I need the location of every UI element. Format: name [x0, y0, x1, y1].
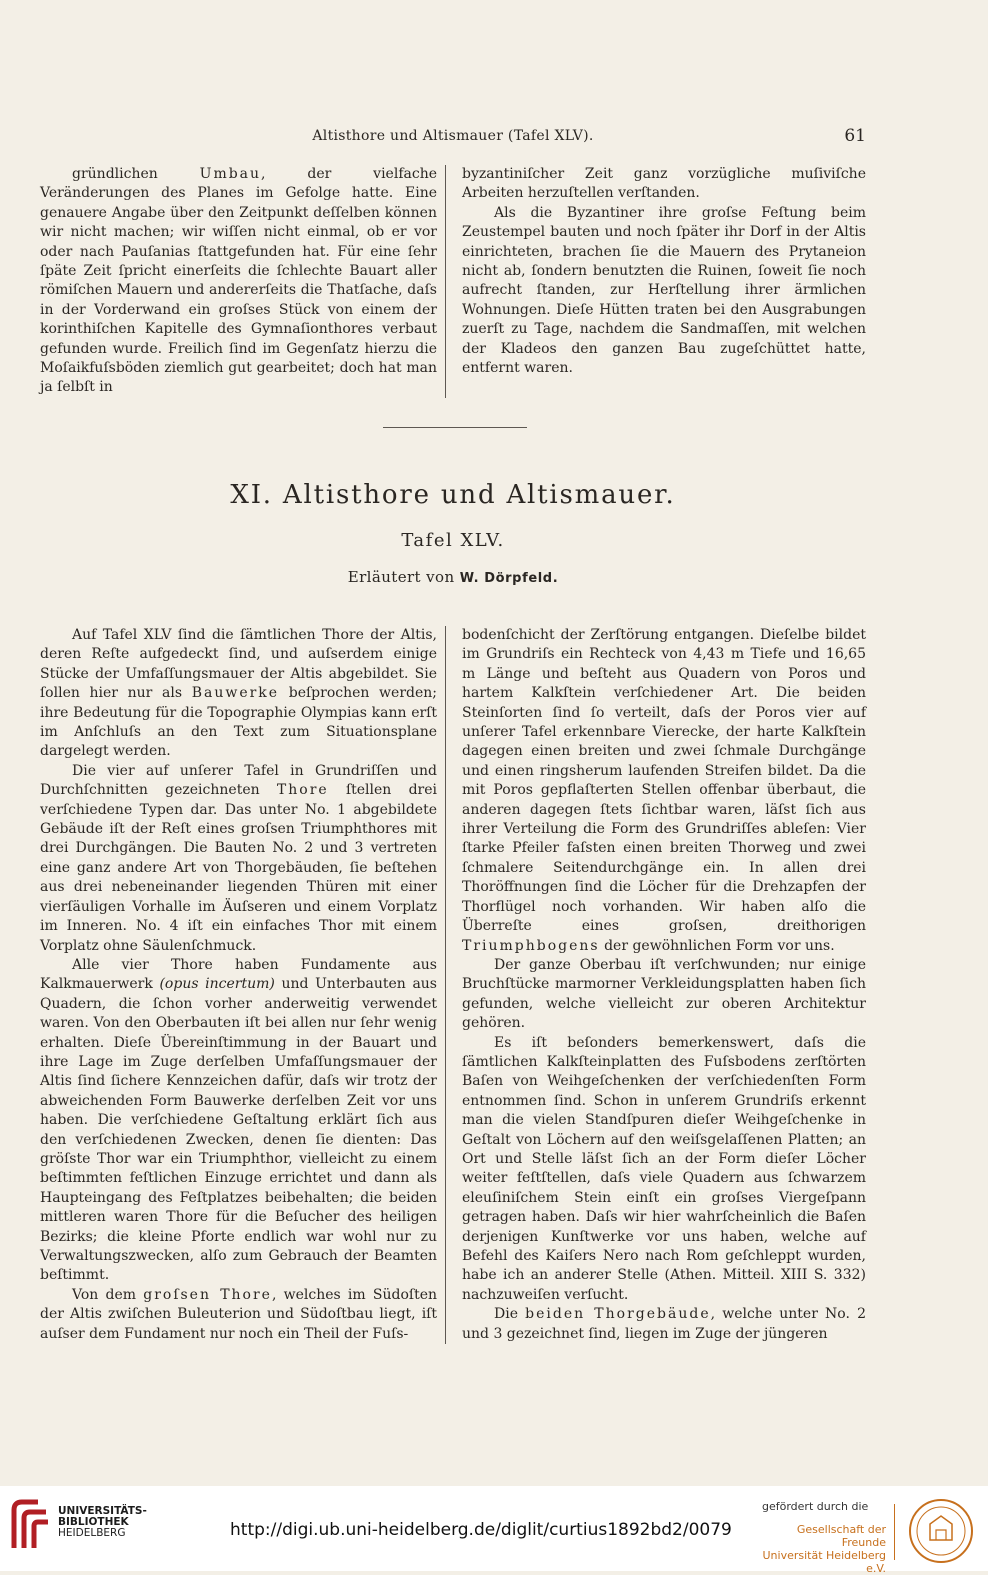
paragraph: byzantiniſcher Zeit ganz vorzügliche muſiviſche Arbeiten herzuſtellen verſtanden. [462, 166, 866, 202]
digitization-footer [0, 1486, 988, 1575]
section-divider [383, 427, 527, 428]
library-name [58, 1506, 147, 1539]
spaced-emphasis: beiden Thorgebäude [525, 1306, 711, 1323]
paragraph: Alle vier Thore haben Fundamente aus Kalkmauerwerk (opus incertum) und Unterbauten aus Quadern, die ſchon vorher anderweitig verwendet waren. Von den Oberbauten iſt bei allen nur ſehr wenig erhalten. Dieſe Übereinſtimmung in der Bauart und ihre Lage im Zuge derſelben Umfaſſungsmauer der Altis ſind ſichere Kennzeichen dafür, daſs wir trotz der abweichenden Form Bauwerke derſelben Zeit vor uns haben. Die verſchiedene Geſtaltung erklärt ſich aus den verſchiedenen Zwecken, denen ſie dienten: Das gröſste Thor war ein Triumphthor, vielleicht zu einem beſtimmten feſtlichen Einzuge errichtet und dann als Haupteingang des Feſtplatzes beibehalten; die beiden mittleren waren Thore für die Beſucher des heiligen Bezirks; die kleine Pforte endlich war wohl nur zu Verwaltungszwecken, alſo zum Gebrauch der Beamten beſtimmt. [40, 956, 437, 1284]
paragraph: bodenſchicht der Zerſtörung entgangen. Dieſelbe bildet im Grundriſs ein Rechteck von 4,43 m Tiefe und 16,65 m Länge und beſteht aus Quadern von Poros und hartem Kalkſtein verſchiedener Art. Die beiden Steinſorten ſind ſo verteilt, daſs der Poros vier auf unſerer Tafel erkennbare Vierecke, der harte Kalkſtein dagegen einen breiten und zwei ſchmale Durchgänge und einen ringsherum laufenden Streifen bildet. Da die mit Poros gepflaſterten Stellen offenbar überbaut, die anderen dagegen ſtets ſichtbar waren, läſst ſich aus ihrer Verteilung die Form des Grundriſſes ableſen: Vier ſtarke Pfeiler faſsten einen breiten Thorweg und zwei ſchmalere Seitendurchgänge ein. In allen drei Thoröffnungen ſind die Löcher für die Drehzapfen der Thorflügel noch vorhanden. Wir haben alſo die Überreſte eines groſsen, dreithorigen Triumphbogens der gewöhnlichen Form vor uns. [462, 627, 866, 954]
support-note: gefördert durch die [762, 1500, 869, 1513]
top-left-column [40, 165, 446, 398]
sponsor-line-2: Universität Heidelberg e.V. [762, 1549, 886, 1575]
paragraph: Auf Tafel XLV ſind die ſämtlichen Thore der Altis, deren Reſte aufgedeckt ſind, und auſserdem einige Stücke der Umfaſſungsmauer der Altis abgebildet. Sie ſollen hier nur als Bauwerke beſprochen werden; ihre Bedeutung für die Topographie Olympias kann erſt im Anſchluſs an den Text zum Situationsplane dargelegt werden. [40, 627, 437, 760]
paragraph: gründlichen Umbau, der vielfache Veränderungen des Planes im Gefolge hatte. Eine genauere Angabe über den Zeitpunkt deſſelben können wir nicht machen; wir wiſſen nicht einmal, ob er vor oder nach Pauſanias ſtattgefunden hat. Für eine ſehr ſpäte Zeit ſpricht einerſeits die ſchlechte Bauart aller römiſchen Mauern und andererſeits die Thatſache, daſs in der Vorderwand ein groſses Stück von einem der korinthiſchen Kapitelle des Gymnaſionthores verbaut gefunden wurde. Freilich ſind im Gegenſatz hierzu die Moſaikfuſsböden ziemlich gut gearbeitet; doch hat man ja ſelbſt in [40, 166, 437, 396]
paragraph: Als die Byzantiner ihre groſse Feſtung beim Zeustempel bauten und noch ſpäter ihr Dorf in der Altis einrichteten, brachen ſie die Mauern des Prytaneion nicht ab, ſondern benutzten die Ruinen, ſoweit ſie noch aufrecht ſtanden, zur Herſtellung ihrer ärmlichen Wohnungen. Dieſe Hütten traten bei den Ausgrabungen zuerſt zu Tage, nachdem die Sandmaſſen, mit welchen der Kladeos den ganzen Bau zugeſchüttet hatte, entfernt waren. [462, 204, 866, 377]
spaced-emphasis: Bauwerke [191, 685, 280, 702]
main-left-column [40, 626, 446, 1344]
spaced-emphasis: Triumphbogens [462, 937, 600, 954]
library-name-line-2: BIBLIOTHEK [58, 1516, 129, 1528]
author-name: W. Dörpfeld. [459, 571, 559, 586]
university-seal-icon [906, 1496, 976, 1566]
page-number: 61 [844, 126, 866, 146]
library-logo-icon [8, 1496, 52, 1554]
paragraph: Der ganze Oberbau iſt verſchwunden; nur einige Bruchſtücke marmorner Verkleidungsplatten haben ſich gefunden, welche vielleicht zur oberen Architektur gehören. [462, 956, 866, 1032]
spaced-emphasis: groſsen Thore [143, 1286, 272, 1303]
spaced-emphasis: Umbau [199, 166, 262, 182]
author-prefix: Erläutert von [347, 568, 460, 586]
paragraph: Die vier auf unſerer Tafel in Grundriſſen und Durchſchnitten gezeichneten Thore ſtellen drei verſchiedene Typen dar. Das unter No. 1 abgebildete Gebäude iſt der Reſt eines groſsen Triumphthores mit drei Durchgängen. Die Bauten No. 2 und 3 vertreten eine ganz andere Art von Thorgebäuden, ſie beſtehen aus drei nebeneinander liegenden Thüren mit einer vierſäuligen Vorhalle im Äuſseren und einem Vorplatz im Inneren. No. 4 iſt ein einfaches Thor mit einem Vorplatz ohne Säulenſchmuck. [40, 762, 437, 954]
paragraph: Die beiden Thorgebäude, welche unter No. 2 und 3 gezeichnet ſind, liegen im Zuge der jüngeren [462, 1306, 867, 1342]
running-title: Altisthore und Altismauer (Tafel XLV). [312, 128, 594, 144]
section-title: XI. Altisthore und Altismauer. [230, 480, 676, 510]
paragraph: Von dem groſsen Thore, welches im Südoſten der Altis zwiſchen Buleuterion und Südoſtbau liegt, iſt auſser dem Fundament nur noch ein Theil der Fuſs- [40, 1286, 437, 1342]
paragraph: Es iſt beſonders bemerkenswert, daſs die ſämtlichen Kalkſteinplatten des Fuſsbodens zerſtörten Baſen von Weihgeſchenken der verſchiedenſten Form entnommen ſind. Schon in unſerem Grundriſs erkennt man die vielen Standſpuren dieſer Weihgeſchenke in Geſtalt von Löchern auf den weiſsgelaſſenen Platten; an Ort und Stelle läſst ſich an der Form dieſer Löcher weiter feſtſtellen, daſs viele Quadern aus ſchwarzem eleuſiniſchem Stein einſt ein groſses Viergeſpann getragen haben. Daſs wir hier wahrſcheinlich die Baſen derjenigen Kunſtwerke vor uns haben, welche auf Befehl des Kaiſers Nero nach Rom geſchleppt wurden, habe ich an anderer Stelle (Athen. Mitteil. XIII S. 332) nachzuweiſen verſucht. [462, 1034, 866, 1303]
running-header [40, 128, 866, 148]
sponsor-name [760, 1523, 886, 1575]
library-name-line-3: HEIDELBERG [58, 1527, 126, 1539]
top-right-column [462, 165, 866, 398]
permalink-url[interactable]: http://digi.ub.uni-heidelberg.de/diglit/curtius1892bd2/0079 [230, 1520, 732, 1540]
spaced-emphasis: Thore [276, 782, 329, 799]
section-subtitle: Tafel XLV. [401, 530, 505, 551]
section-author-line [0, 568, 906, 586]
main-right-column [462, 626, 866, 1344]
top-text-columns [40, 165, 866, 398]
main-text-columns [40, 626, 866, 1344]
library-name-line-1: UNIVERSITÄTS- [58, 1505, 147, 1517]
sponsor-line-1: Gesellschaft der Freunde [796, 1523, 886, 1549]
italic-term: (opus incertum) [159, 976, 275, 993]
footer-divider [894, 1504, 895, 1560]
